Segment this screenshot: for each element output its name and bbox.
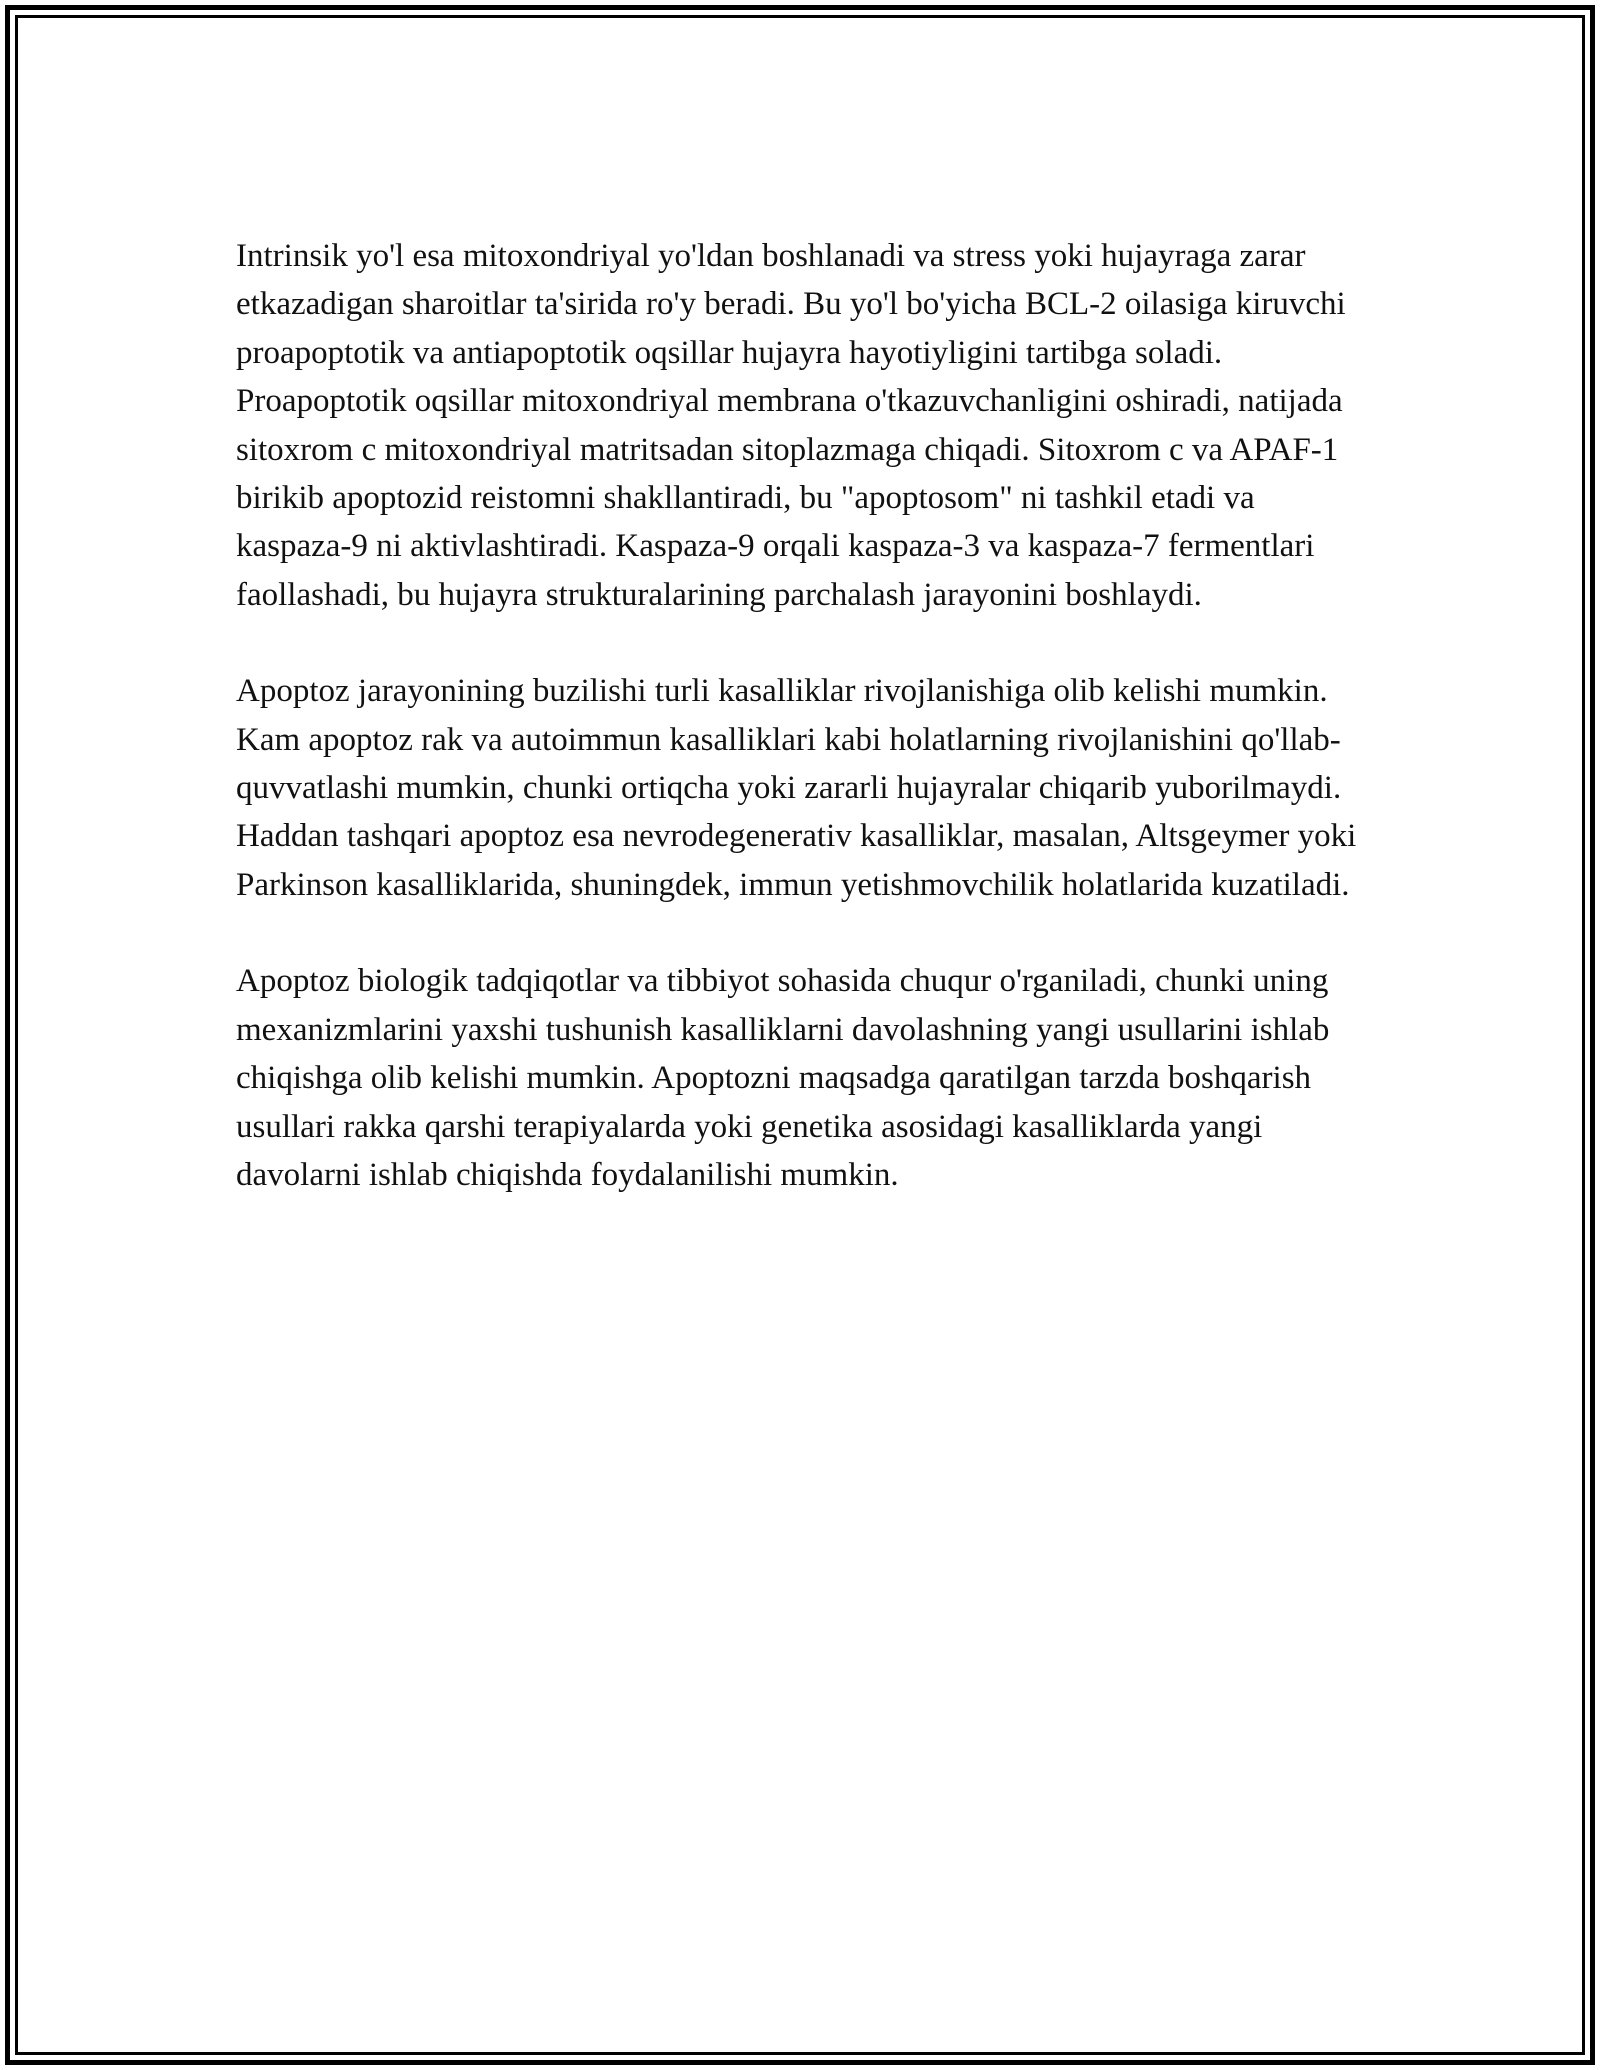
paragraph-apoptosis-disorders: Apoptoz jarayonining buzilishi turli kasalliklar rivojlanishiga olib kelishi mumkin. Kam apoptoz rak va autoimmun kasalliklari kabi holatlarning rivojlanishini qo'llab-quvvatlashi mumkin, chunki ortiqcha yoki zararli hujayralar chiqarib yuborilmaydi. Haddan tashqari apoptoz esa nevrodegenerativ kasalliklar, masalan, Altsgeymer yoki Parkinson kasalliklarida, shuningdek, immun yetishmovchilik holatlarida kuzatiladi. (236, 673, 1357, 903)
paragraph-apoptosis-research: Apoptoz biologik tadqiqotlar va tibbiyot sohasida chuqur o'rganiladi, chunki uning mexanizmlarini yaxshi tushunish kasalliklarni davolashning yangi usullarini ishlab chiqishga olib kelishi mumkin. Apoptozni maqsadga qaratilgan tarzda boshqarish usullari rakka qarshi terapiyalarda yoki genetika asosidagi kasalliklarda yangi davolarni ishlab chiqishda foydalanilishi mumkin. (236, 963, 1330, 1193)
paragraph-intrinsic-pathway: Intrinsik yo'l esa mitoxondriyal yo'ldan boshlanadi va stress yoki hujayraga zarar etkazadigan sharoitlar ta'sirida ro'y beradi. Bu yo'l bo'yicha BCL-2 oilasiga kiruvchi proapoptotik va antiapoptotik oqsillar hujayra hayotiyligini tartibga soladi. Proapoptotik oqsillar mitoxondriyal membrana o'tkazuvchanligini oshiradi, natijada sitoxrom c mitoxondriyal matritsadan sitoplazmaga chiqadi. Sitoxrom c va APAF-1 birikib apoptozid reistomni shakllantiradi, bu "apoptosom" ni tashkil etadi va kaspaza-9 ni aktivlashtiradi. Kaspaza-9 orqali kaspaza-3 va kaspaza-7 fermentlari faollashadi, bu hujayra strukturalarining parchalash jarayonini boshlaydi. (236, 238, 1346, 613)
document-body (236, 232, 1376, 1199)
